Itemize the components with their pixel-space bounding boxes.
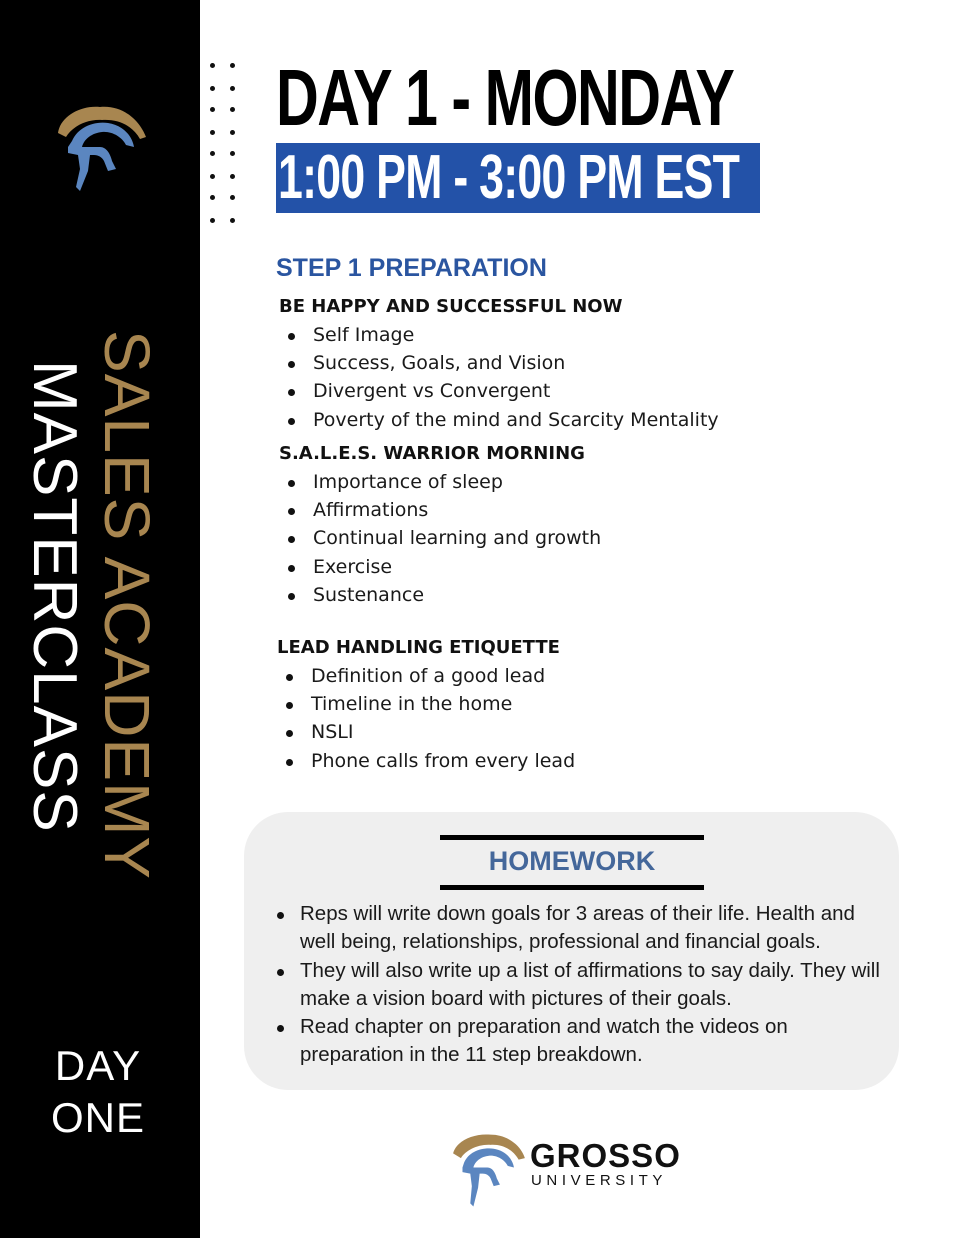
homework-title: HOMEWORK <box>488 846 656 876</box>
section-heading: S.A.L.E.S. WARRIOR MORNING <box>279 443 585 464</box>
divider <box>440 885 704 890</box>
spartan-helmet-icon <box>50 95 150 195</box>
list-item: Definition of a good lead <box>276 662 575 690</box>
list-item: Poverty of the mind and Scarcity Mentality <box>278 406 719 434</box>
list-item: Exercise <box>278 553 601 581</box>
list-item: Continual learning and growth <box>278 524 601 552</box>
dot-grid-decoration <box>204 60 244 230</box>
homework-item: They will also write up a list of affirmations to say daily. They will make a vision board with pictures of their goals. <box>272 957 887 1014</box>
brand-name: GROSSO <box>530 1137 681 1174</box>
divider <box>440 835 704 840</box>
list-item: Phone calls from every lead <box>276 747 575 775</box>
time-banner <box>276 143 760 213</box>
homework-item: Read chapter on preparation and watch the videos on preparation in the 11 step breakdown. <box>272 1013 887 1070</box>
list-item: Self Image <box>278 321 719 349</box>
sidebar <box>0 0 200 1238</box>
list-item: Affirmations <box>278 496 601 524</box>
page-title: DAY 1 - MONDAY <box>276 53 734 142</box>
time-range: 1:00 PM - 3:00 PM EST <box>278 143 740 212</box>
vertical-title-sales-academy: SALES ACADEMY <box>91 330 163 881</box>
step-title: STEP 1 PREPARATION <box>276 254 547 282</box>
vertical-title-masterclass: MASTERCLASS <box>20 360 89 833</box>
section-list <box>276 662 575 775</box>
section-list <box>278 321 719 434</box>
section-heading: BE HAPPY AND SUCCESSFUL NOW <box>279 296 623 317</box>
list-item: Success, Goals, and Vision <box>278 349 719 377</box>
brand-subtitle: UNIVERSITY <box>531 1172 668 1189</box>
homework-box <box>244 812 899 1090</box>
list-item: Importance of sleep <box>278 468 601 496</box>
list-item: Divergent vs Convergent <box>278 377 719 405</box>
spartan-helmet-icon <box>450 1130 528 1208</box>
homework-item: Reps will write down goals for 3 areas of their life. Health and well being, relationships, professional and financial goals. <box>272 900 887 957</box>
list-item: NSLI <box>276 718 575 746</box>
list-item: Timeline in the home <box>276 690 575 718</box>
list-item: Sustenance <box>278 581 601 609</box>
homework-list <box>272 900 887 1070</box>
day-label: DAY <box>54 1042 142 1089</box>
section-list <box>278 468 601 609</box>
day-number-label: ONE <box>50 1094 145 1141</box>
section-heading: LEAD HANDLING ETIQUETTE <box>277 637 560 658</box>
